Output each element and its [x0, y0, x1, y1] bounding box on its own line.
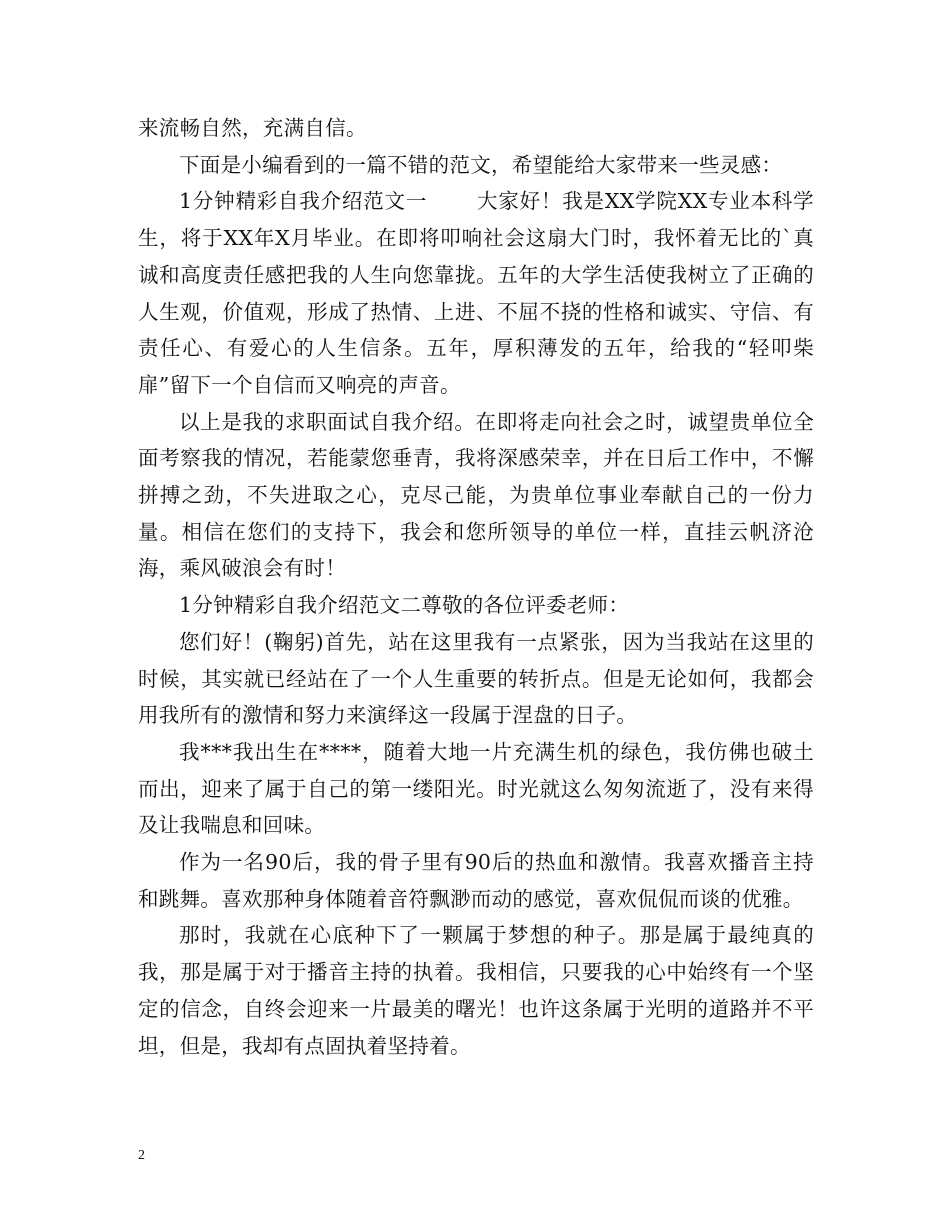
paragraph-birth: 我***我出生在****，随着大地一片充满生机的绿色，我仿佛也破土而出，迎来了属于自己的第一缕阳光。时光就这么匆匆流逝了，没有来得及让我喘息和回味。 — [138, 739, 814, 838]
page-number: 2 — [138, 1148, 145, 1163]
paragraph-intro: 下面是小编看到的一篇不错的范文，希望能给大家带来一些灵感： — [179, 152, 783, 177]
paragraph-continuation: 来流畅自然，充满自信。 — [138, 116, 367, 140]
paragraph-hobbies: 作为一名90后，我的骨子里有90后的热血和激情。我喜欢播音主持和跳舞。喜欢那种身体随着音符飘渺而动的感觉，喜欢侃侃而谈的优雅。 — [138, 850, 814, 911]
paragraph-dream: 那时，我就在心底种下了一颗属于梦想的种子。那是属于最纯真的我，那是属于对于播音主持的执着。我相信，只要我的心中始终有一个坚定的信念，自终会迎来一片最美的曙光！也许这条属于光明的道路并不平坦，但是，我却有点固执着坚持着。 — [138, 923, 814, 1058]
document-body — [138, 110, 814, 1064]
paragraph-sample-one: 1分钟精彩自我介绍范文一 大家好！我是XX学院XX专业本科学生，将于XX年X月毕业。在即将叩响社会这扇大门时，我怀着无比的`真诚和高度责任感把我的人生向您靠拢。五年的大学生活使我树立了正确的人生观，价值观，形成了热情、上进、不屈不挠的性格和诚实、守信、有责任心、有爱心的人生信条。五年，厚积薄发的五年，给我的“轻叩柴扉”留下一个自信而又响亮的声音。 — [138, 189, 814, 397]
paragraph-sample-two-heading: 1分钟精彩自我介绍范文二尊敬的各位评委老师： — [179, 593, 630, 618]
paragraph-closing: 以上是我的求职面试自我介绍。在即将走向社会之时，诚望贵单位全面考察我的情况，若能蒙您垂青，我将深感荣幸，并在日后工作中，不懈拼搏之劲，不失进取之心，克尽己能，为贵单位事业奉献自己的一份力量。相信在您们的支持下，我会和您所领导的单位一样，直挂云帆济沧海，乘风破浪会有时！ — [138, 409, 814, 581]
paragraph-greeting: 您们好！(鞠躬)首先，站在这里我有一点紧张，因为当我站在这里的时候，其实就已经站在了一个人生重要的转折点。但是无论如何，我都会用我所有的激情和努力来演绎这一段属于涅盘的日子。 — [138, 629, 814, 728]
